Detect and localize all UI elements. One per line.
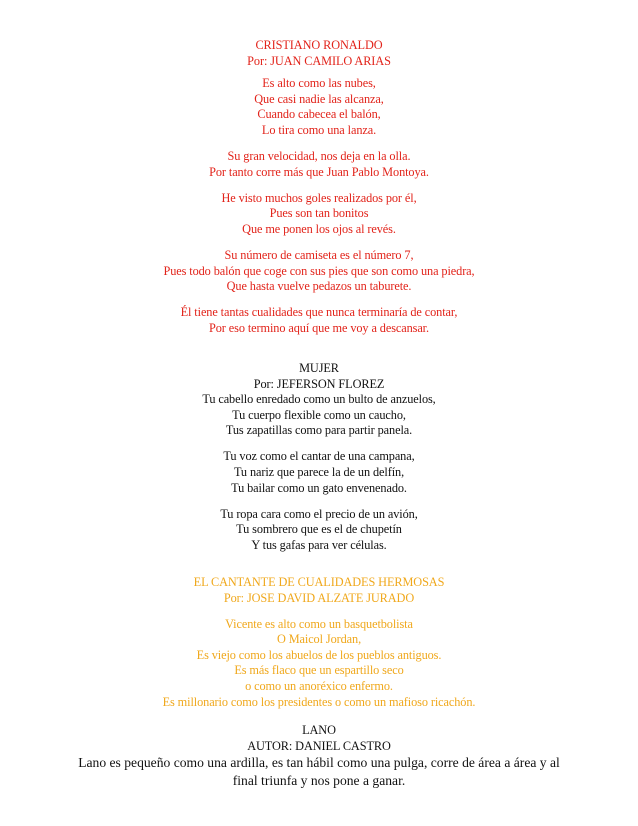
- verse-line: Tu cuerpo flexible como un caucho,: [232, 407, 406, 422]
- verse-line: He visto muchos goles realizados por él,: [221, 190, 417, 205]
- verse-line: final triunfa y nos pone a ganar.: [232, 773, 406, 789]
- stanza: [0, 449, 638, 496]
- verse-line: Su gran velocidad, nos deja en la olla.: [227, 149, 411, 164]
- verse-line: Él tiene tantas cualidades que nunca terminaría de contar,: [180, 305, 458, 320]
- stanza: [0, 76, 638, 138]
- verse-line: Pues son tan bonitos: [269, 206, 369, 221]
- poem-author: Por: JOSE DAVID ALZATE JURADO: [223, 590, 415, 605]
- stanza: [0, 507, 638, 554]
- verse-line: Lo tira como una lanza.: [261, 122, 377, 137]
- verse-line: Tus zapatillas como para partir panela.: [225, 423, 413, 438]
- verse-line: Pues todo balón que coge con sus pies que son como una piedra,: [163, 263, 475, 278]
- stanza: [0, 191, 638, 238]
- verse-line: Lano es pequeño como una ardilla, es tan hábil como una pulga, corre de área a área y al: [78, 755, 560, 771]
- verse-line: Su número de camiseta es el número 7,: [224, 248, 414, 263]
- poem-title: LANO: [302, 723, 336, 737]
- verse-line: Vicente es alto como un basquetbolista: [225, 616, 413, 631]
- poem-author: Por: JEFERSON FLOREZ: [253, 376, 385, 391]
- verse-line: Tu bailar como un gato envenenado.: [231, 480, 407, 495]
- verse-line: Es alto como las nubes,: [262, 76, 376, 91]
- verse-line: Y tus gafas para ver células.: [251, 537, 387, 552]
- poem-cristiano-ronaldo: [0, 38, 638, 337]
- poem-lano: [0, 723, 638, 790]
- poem-author: AUTOR: DANIEL CASTRO: [247, 738, 391, 753]
- stanza: [0, 248, 638, 295]
- verse-line: Que me ponen los ojos al revés.: [242, 221, 396, 236]
- verse-line: Por eso termino aquí que me voy a descansar.: [209, 320, 429, 335]
- verse-line: Tu cabello enredado como un bulto de anzuelos,: [202, 392, 436, 407]
- poem-title: EL CANTANTE DE CUALIDADES HERMOSAS: [193, 575, 445, 589]
- poem-author: Por: JUAN CAMILO ARIAS: [247, 53, 391, 68]
- stanza: [0, 392, 638, 439]
- verse-line: Que hasta vuelve pedazos un taburete.: [226, 279, 412, 294]
- poem-mujer: [0, 361, 638, 554]
- verse-line: Tu sombrero que es el de chupetín: [236, 522, 402, 537]
- poem-title: CRISTIANO RONALDO: [255, 38, 383, 52]
- verse-line: Es millonario como los presidentes o como un mafioso ricachón.: [162, 694, 476, 709]
- verse-line: Por tanto corre más que Juan Pablo Montoya.: [209, 164, 429, 179]
- verse-line: Tu voz como el cantar de una campana,: [223, 449, 415, 464]
- verse-line: Tu ropa cara como el precio de un avión,: [220, 506, 418, 521]
- verse-line: Que casi nadie las alcanza,: [254, 91, 384, 106]
- verse-line: Cuando cabecea el balón,: [257, 107, 381, 122]
- poem-el-cantante: [0, 575, 638, 710]
- verse-line: o como un anoréxico enfermo.: [245, 679, 393, 694]
- verse-line: Es viejo como los abuelos de los pueblos antiguos.: [196, 647, 442, 662]
- stanza: [0, 149, 638, 180]
- verse-line: Tu nariz que parece la de un delfín,: [233, 465, 405, 480]
- verse-line: Es más flaco que un espartillo seco: [234, 663, 404, 678]
- poem-title: MUJER: [299, 361, 339, 375]
- stanza: [0, 305, 638, 336]
- verse-line: O Maicol Jordan,: [276, 632, 362, 647]
- stanza: [0, 617, 638, 711]
